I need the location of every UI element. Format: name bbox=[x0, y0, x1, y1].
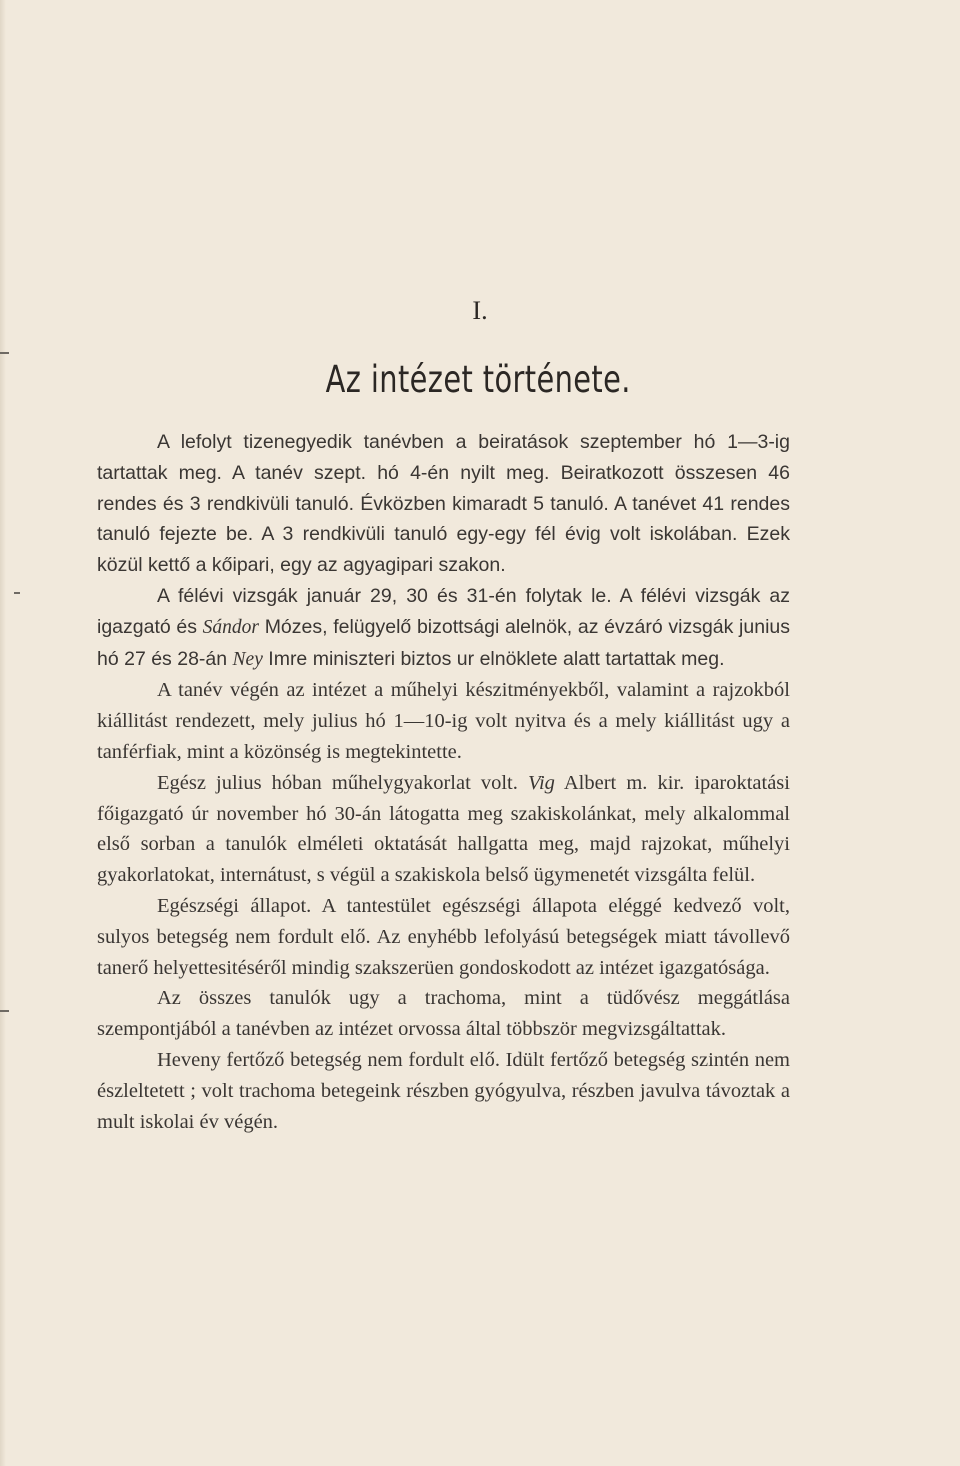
paragraph-workshop: Egész julius hóban műhelygyakorlat volt. Vig Albert m. kir. iparoktatási főigazgató úr november hó 30-án látogatta meg szakiskolánkat, mely alkalommal első sorban a tanulók elméleti oktatását hallgatta meg, majd rajzokat, műhelyi gyakorlatokat, internátust, s végül a szakiskola belső ügymenetét vizsgálta felül. bbox=[97, 771, 790, 887]
paragraph-examination: Az összes tanulók ugy a trachoma, mint a tüdővész meggátlása szempontjából a tanévben az intézet orvossa által többször megvizsgáltattak. bbox=[97, 987, 790, 1041]
chapter-number: I. bbox=[472, 296, 488, 325]
paragraph-health: Egészségi állapot. A tantestület egészségi állapota eléggé kedvező volt, sulyos betegség nem fordult elő. Az enyhébb lefolyású betegségek miatt távollevő tanerő helyettesitéséről mindig szakszerüen gondoskodott az intézet igazgatósága. bbox=[97, 894, 790, 979]
paragraph-exams: A félévi vizsgák január 29, 30 és 31-én folytak le. A félévi vizsgák az igazgató és Sándor Mózes, felügyelő bizottsági alelnök, az évzáró vizsgák junius hó 27 és 28-án Ney Imre miniszteri biztos ur elnöklete alatt tartattak meg. bbox=[97, 584, 791, 670]
margin-mark bbox=[0, 352, 9, 354]
paragraph-diseases: Heveny fertőző betegség nem fordult elő. Idült fertőző betegség szintén nem észleltetett ; volt trachoma betegeink részben gyógyulva, részben javulva távoztak a mult iskolai év végén. bbox=[97, 1048, 790, 1133]
person-name: Sándor bbox=[202, 616, 260, 638]
person-name: Ney bbox=[232, 648, 263, 670]
paragraph-enrollment: A lefolyt tizenegyedik tanévben a beiratások szeptember hó 1—3-ig tartattak meg. A tanév szept. hó 4-én nyilt meg. Beiratkozott összesen 46 rendes és 3 rendkivüli tanuló. Évközben kimaradt 5 tanuló. A tanévet 41 rendes tanuló fejezte be. A 3 rendkivüli tanuló egy-egy fél évig volt iskolában. Ezek közül kettő a kőipari, egy az agyagipari szakon. bbox=[97, 431, 790, 577]
paragraph-exhibition: A tanév végén az intézet a műhelyi készitményekből, valamint a rajzokból kiállitást rendezett, mely julius hó 1—10-ig volt nyitva és a mely kiállitást ugy a tanférfiak, mint a közönség is megtekintette. bbox=[97, 679, 790, 763]
margin-mark bbox=[14, 592, 20, 594]
person-name: Vig bbox=[527, 771, 555, 794]
margin-mark bbox=[0, 1010, 9, 1012]
chapter-title: Az intézet története. bbox=[325, 358, 631, 401]
body-text bbox=[97, 427, 790, 1137]
